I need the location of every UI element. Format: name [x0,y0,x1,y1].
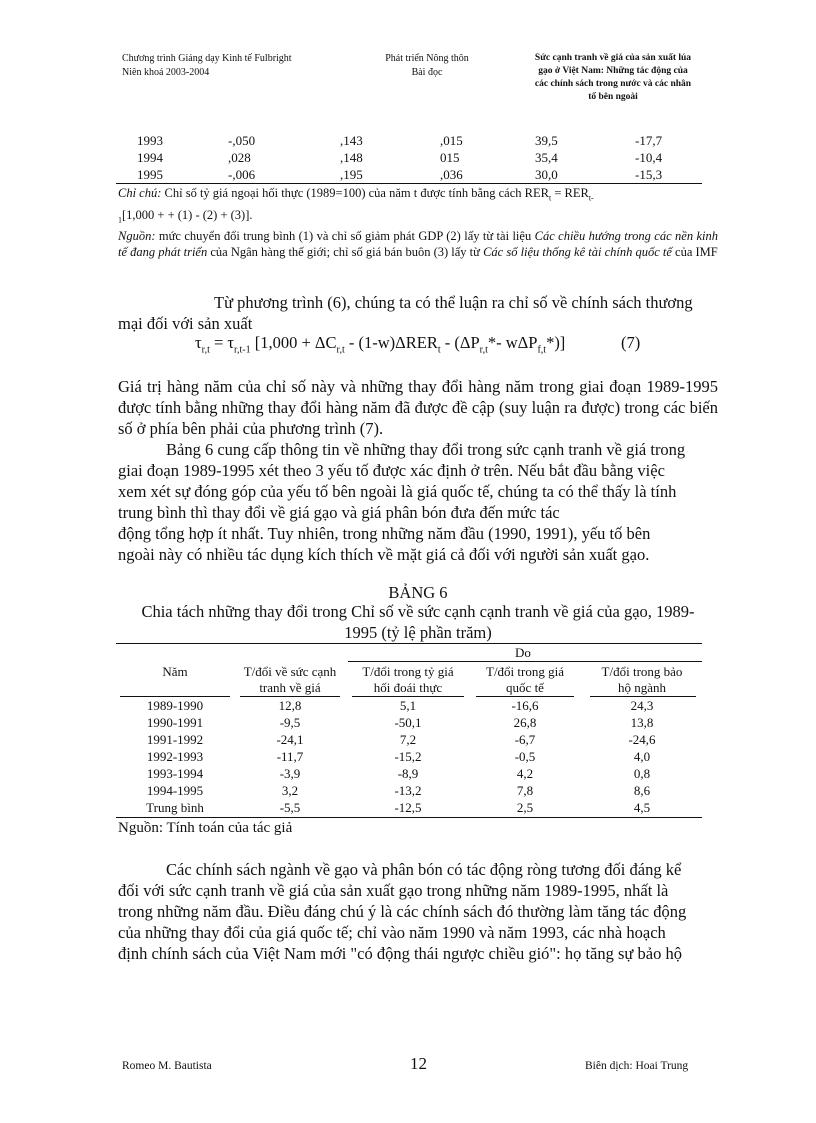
note-text: của Ngân hàng thế giới; chỉ số giá bán buôn (3) lấy từ [207,245,484,259]
header-line: tranh về giá [259,680,321,695]
eq-sub: r,t [479,344,488,356]
cell: -24,1 [276,732,304,747]
header-title-line2: gạo ở Việt Nam: Những tác động của [538,66,688,76]
table-rule [116,183,702,184]
cell: 0,8 [633,766,651,781]
subtitle-line: Chia tách những thay đổi trong Chỉ số về sức cạnh cạnh tranh về giá của gạo, 1989- [141,602,695,621]
header-course: Phát triển Nông thôn [385,53,469,64]
table-row [0,766,816,782]
eq-term: [1,000 + ΔC [250,333,337,352]
note-text: mức chuyển đổi trung bình (1) và chỉ số giảm phát GDP (2) lấy từ tài liệu [155,229,535,243]
table-row [0,783,816,799]
cell: -5,5 [279,800,301,815]
header-line: T/đổi trong tỷ giá [362,664,454,679]
paragraph-line: định chính sách của Việt Nam mới "có động thái ngược chiều gió": họ tăng sự bảo hộ [118,944,682,963]
cell: ,036 [440,167,463,182]
eq-term: *- wΔP [487,333,538,352]
paragraph-line: Từ phương trình (6), chúng ta có thể luận ra chỉ số về chính sách thương [214,293,693,312]
header-title-line4: tố bên ngoài [588,92,638,102]
paragraph-line: đối với sức cạnh tranh về giá của sản xuất gạo trong những năm 1989-1995, nhất là [118,881,669,900]
table6-subtitle [118,601,718,643]
cell-period: 1990-1991 [146,715,204,730]
cell: 7,2 [399,732,417,747]
cell: ,028 [228,150,251,165]
cell: -50,1 [394,715,422,730]
footer-author: Romeo M. Bautista [122,1060,212,1072]
cell: 3,2 [281,783,299,798]
cell: 13,8 [630,715,654,730]
cell: 35,4 [535,150,558,165]
cell: 30,0 [535,167,558,182]
cell: 2,5 [516,800,534,815]
eq-sub: f,t [537,344,547,356]
col-header-world-price [470,664,580,696]
header-line: T/đổi trong giá [486,664,564,679]
paragraph-line: động tổng hợp ít nhất. Tuy nhiên, trong những năm đầu (1990, 1991), yếu tố bên [118,524,651,543]
cell: -0,5 [514,749,536,764]
note-label: Chỉ chú: [118,186,162,200]
paragraph [118,292,718,334]
header-line: quốc tế [506,680,544,695]
cell: ,143 [340,133,363,148]
col-header-year [120,664,230,680]
header-underline [352,696,464,697]
eq-term: - (ΔP [440,333,480,352]
cell: -11,7 [276,749,304,764]
cell: 7,8 [516,783,534,798]
note-italic: Các chiều hướng trong các nền kinh tế đang phát triển [118,229,719,259]
cell: ,015 [440,133,463,148]
header-line: hộ ngành [617,680,667,695]
cell: ,148 [340,150,363,165]
cell: -13,2 [394,783,422,798]
note-formula: = RER [551,186,589,200]
cell: -15,3 [635,167,663,182]
note-text: của IMF [671,245,718,259]
cell: 26,8 [513,715,537,730]
header-line: T/đổi trong bảo [601,664,683,679]
cell: -15,2 [394,749,422,764]
cell: -24,6 [628,732,656,747]
paragraph-line: giai đoạn 1989-1995 xét theo 3 yếu tố được xác định ở trên. Nếu bắt đầu bằng việc [118,461,665,480]
header-underline [476,696,574,697]
table6-group-header: Do [515,645,531,660]
header-line: T/đổi về sức cạnh [243,664,337,679]
eq-term: = τ [209,333,235,352]
table6-group-rule [348,661,702,662]
note-italic: Các số liệu thống kê tài chính quốc tế [483,245,672,259]
cell: -12,5 [394,800,422,815]
cell: 015 [440,150,460,165]
table-row-average [0,800,816,816]
cell: 4,2 [516,766,534,781]
header-middle [372,52,482,80]
paragraph-line: ngoài này có nhiều tác dụng kích thích về mặt giá cả đối với người sản xuất gạo. [118,545,650,564]
col-header-protection [584,664,700,696]
cell: 24,3 [630,698,654,713]
note-sub: t- [588,193,594,203]
col-header-exchange-rate [350,664,466,696]
eq-sub: r,t [336,344,345,356]
cell: -3,9 [279,766,301,781]
cell: 39,5 [535,133,558,148]
cell: -9,5 [279,715,301,730]
cell: -,006 [228,167,256,182]
cell-period: Trung bình [146,800,204,815]
paragraph-line: xem xét sự đóng góp của yếu tố bên ngoài là giá quốc tế, chúng ta có thể thấy là tính [118,482,677,501]
eq-sub: r,t [201,344,210,356]
cell: -,050 [228,133,256,148]
cell: -17,7 [635,133,663,148]
table-row [0,749,816,765]
table6-top-rule [116,643,702,644]
cell-period: 1993-1994 [146,766,204,781]
paragraph: Giá trị hàng năm của chỉ số này và những thay đổi hàng năm trong giai đoạn 1989-1995 được tính bằng những thay đổi hàng năm đã được đề cập (suy luận ra được) trong các biến số ở phía bên phải của phương trình (7). [118,377,718,438]
cell-period: 1992-1993 [146,749,204,764]
table-row [0,698,816,714]
cell-year: 1993 [137,133,163,148]
header-right [493,52,733,104]
cell: -6,7 [514,732,536,747]
col-header-competitiveness [232,664,348,696]
eq-sub: t [437,344,441,356]
note-text: [1,000 + + (1) - (2) + (3)]. [122,207,253,222]
cell-year: 1994 [137,150,163,165]
eq-term: *)] [546,333,566,352]
paragraph-line: Các chính sách ngành về gạo và phân bón có tác động ròng tương đối đáng kể [166,860,682,879]
note-text: Chỉ số tỷ giá ngoại hối thực (1989=100) của năm t được tính bằng cách [161,186,525,200]
paragraph-line: mại đối với sản xuất [118,314,253,333]
table-row [0,715,816,731]
header-program: Chương trình Giảng dạy Kinh tế Fulbright [122,53,292,64]
equation-7 [195,332,695,360]
paragraph [118,859,718,964]
paragraph-line: của những thay đổi của giá quốc tế; chỉ vào năm 1990 và năm 1993, các nhà hoạch [118,923,666,942]
cell: 4,5 [633,800,651,815]
cell: ,195 [340,167,363,182]
header-line: Năm [162,664,188,679]
table-row [0,732,816,748]
header-title-line3: các chính sách trong nước và các nhân [534,79,692,89]
cell-period: 1989-1990 [146,698,204,713]
header-underline [120,696,230,697]
note-sub: 1 [118,215,122,224]
cell: 4,0 [633,749,651,764]
subtitle-line: 1995 (tỷ lệ phần trăm) [344,623,492,642]
paragraph-line: Bảng 6 cung cấp thông tin về những thay đổi trong sức cạnh tranh về giá trong [166,440,686,459]
cell: 5,1 [399,698,417,713]
cell: -16,6 [511,698,539,713]
header-reading: Bài đọc [411,67,443,78]
table6-title: BẢNG 6 [388,583,448,602]
note-formula: RER [524,186,549,200]
eq-sub: r,t-1 [234,344,251,356]
note-chichu [118,185,718,228]
page-number: 12 [410,1054,427,1073]
footer-translator: Biên dịch: Hoai Trung [585,1060,689,1072]
cell-year: 1995 [137,167,163,182]
paragraph [118,439,718,565]
table6-source: Nguồn: Tính toán của tác giả [118,820,293,836]
cell-period: 1991-1992 [146,732,204,747]
cell: 8,6 [633,783,651,798]
cell: 12,8 [278,698,302,713]
paragraph-line: trung bình thì thay đổi về giá gạo và giá phân bón đưa đến mức tác [118,503,560,522]
table6-bottom-rule [116,817,702,818]
header-title-line1: Sức cạnh tranh về giá của sản xuất lúa [534,53,692,63]
note-label: Nguồn: [118,229,156,243]
table-note [118,185,718,260]
header-left [122,52,362,80]
cell: -10,4 [635,150,663,165]
eq-term: τ [195,333,202,352]
equation-number: (7) [621,333,641,352]
eq-term: - (1-w)ΔRER [344,333,438,352]
header-year: Niên khoá 2003-2004 [122,67,210,78]
cell: -8,9 [397,766,419,781]
header-line: hối đoái thực [373,680,443,695]
header-underline [590,696,696,697]
note-sub: t [548,193,552,203]
header-underline [240,696,340,697]
paragraph-line: trong những năm đầu. Điều đáng chú ý là các chính sách đó thường làm tăng tác động [118,902,687,921]
note-source [118,228,718,260]
cell-period: 1994-1995 [146,783,204,798]
